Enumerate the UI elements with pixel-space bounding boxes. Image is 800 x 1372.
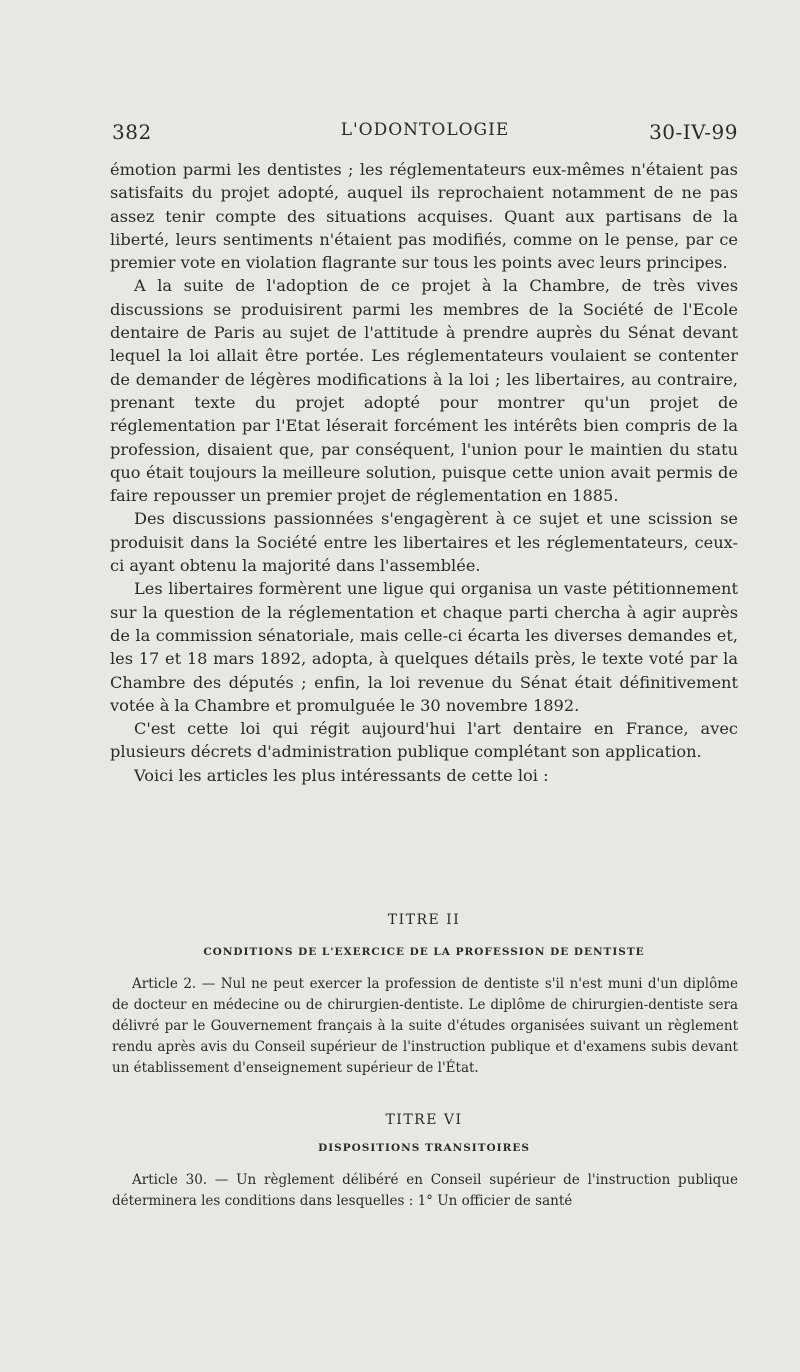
section-subtitle-conditions: CONDITIONS DE L'EXERCICE DE LA PROFESSION DE DENTISTE bbox=[203, 946, 645, 958]
section-title-titre-ii: TITRE II bbox=[387, 912, 461, 928]
section-title-titre-vi: TITRE VI bbox=[385, 1112, 463, 1128]
article-30 bbox=[112, 1170, 738, 1212]
issue-date: 30-IV-99 bbox=[649, 120, 738, 144]
main-text bbox=[110, 158, 738, 787]
paragraph: émotion parmi les dentistes ; les réglementateurs eux-mêmes n'étaient pas satisfaits du projet adopté, auquel ils reprochaient notamment de ne pas assez tenir compte des situations acquises. Quant aux partisans de la liberté, leurs sentiments n'étaient pas modifiés, comme on le pense, par ce premier vote en violation flagrante sur tous les points avec leurs principes. bbox=[110, 160, 738, 273]
paragraph: Des discussions passionnées s'engagèrent à ce sujet et une scission se produisit dans la Société entre les libertaires et les réglementateurs, ceux-ci ayant obtenu la majorité dans l'assemblée. bbox=[110, 509, 738, 576]
paragraph: C'est cette loi qui régit aujourd'hui l'art dentaire en France, avec plusieurs décrets d'administration publique complétant son application. bbox=[110, 719, 738, 762]
article-text: Article 30. — Un règlement délibéré en Conseil supérieur de l'instruction publique déterminera les conditions dans lesquelles : 1° Un officier de santé bbox=[112, 1172, 738, 1209]
paragraph: A la suite de l'adoption de ce projet à la Chambre, de très vives discussions se produisirent parmi les membres de la Société de l'Ecole dentaire de Paris au sujet de l'attitude à prendre auprès du Sénat devant lequel la loi allait être portée. Les réglementateurs voulaient se contenter de demander de légères modifications à la loi ; les libertaires, au contraire, prenant texte du projet adopté pour montrer qu'un projet de réglementation par l'Etat léserait forcément les intérêts bien compris de la profession, disaient que, par conséquent, l'union pour le maintien du statu quo était toujours la meilleure solution, puisque cette union avait permis de faire repousser un premier projet de réglementation en 1885. bbox=[110, 276, 738, 506]
running-header bbox=[112, 120, 738, 148]
article-text: Article 2. — Nul ne peut exercer la profession de dentiste s'il n'est muni d'un diplôme de docteur en médecine ou de chirurgien-dentiste. Le diplôme de chirurgien-dentiste sera délivré par le Gouvernement français à la suite d'études organisées suivant un règlement rendu après avis du Conseil supérieur de l'instruction publique et d'examens subis devant un établissement d'enseignement supérieur de l'État. bbox=[112, 976, 738, 1076]
page-number: 382 bbox=[112, 120, 152, 144]
section-subtitle-dispositions: DISPOSITIONS TRANSITOIRES bbox=[318, 1142, 530, 1154]
paragraph: Les libertaires formèrent une ligue qui organisa un vaste pétitionnement sur la question de la réglementation et chaque parti chercha à agir auprès de la commission sénatoriale, mais celle-ci écarta les diverses demandes et, les 17 et 18 mars 1892, adopta, à quelques détails près, le texte voté par la Chambre des députés ; enfin, la loi revenue du Sénat était définitivement votée à la Chambre et promulguée le 30 novembre 1892. bbox=[110, 579, 738, 715]
journal-title: L'ODONTOLOGIE bbox=[340, 120, 510, 140]
article-2 bbox=[112, 974, 738, 1079]
paragraph: Voici les articles les plus intéressants de cette loi : bbox=[134, 765, 549, 785]
